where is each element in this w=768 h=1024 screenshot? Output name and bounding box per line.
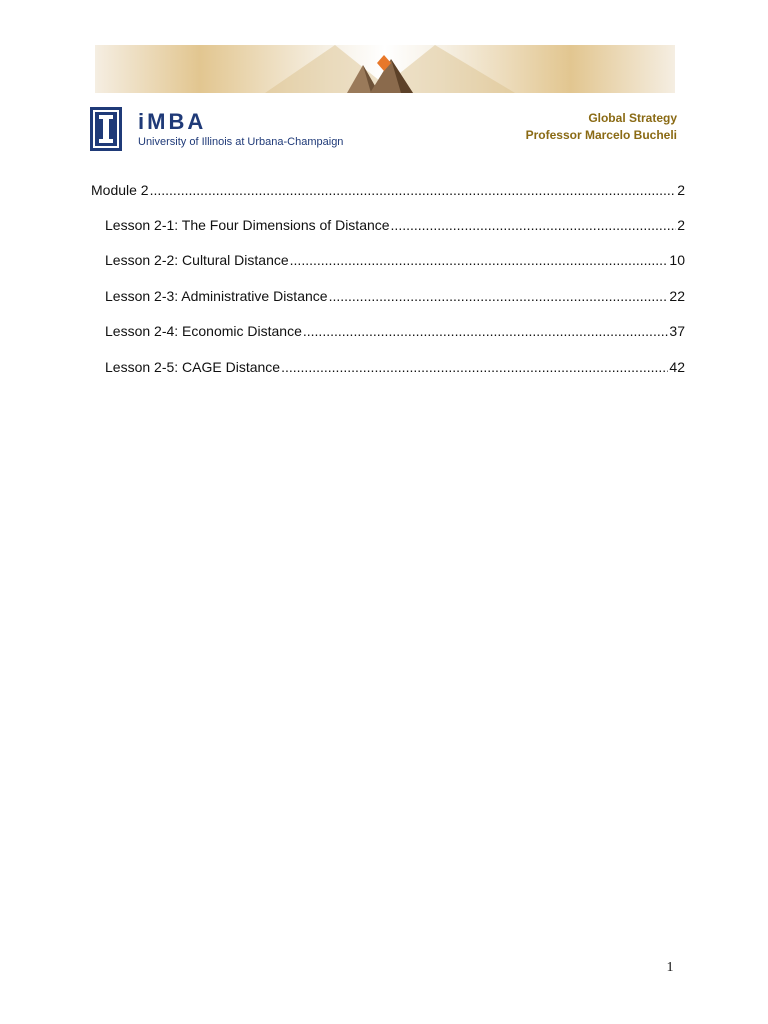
toc-entry-label: Lesson 2-2: Cultural Distance [105, 252, 289, 268]
toc-leader-dots [391, 216, 677, 234]
toc-entry-label: Lesson 2-5: CAGE Distance [105, 359, 281, 375]
toc-entry-label: Lesson 2-1: The Four Dimensions of Distance [105, 217, 390, 233]
toc-entry-page: 10 [669, 252, 685, 268]
toc-entry-page: 2 [677, 182, 685, 198]
logo-title: iMBA [138, 109, 207, 134]
toc-entry-module-2[interactable] [91, 181, 685, 199]
toc-entry-page: 42 [669, 359, 685, 375]
illinois-i-icon [90, 107, 122, 151]
toc-entry-lesson-2-1[interactable] [105, 216, 685, 234]
toc-leader-dots [303, 322, 669, 340]
toc-entry-lesson-2-4[interactable] [105, 322, 685, 340]
toc-entry-page: 37 [669, 323, 685, 339]
toc-leader-dots [329, 287, 669, 305]
toc-entry-label: Lesson 2-3: Administrative Distance [105, 288, 328, 304]
imba-logo [90, 107, 344, 153]
toc-leader-dots [281, 358, 668, 376]
course-title: Global Strategy [588, 111, 677, 125]
toc-entry-page: 2 [677, 217, 685, 233]
toc-entry-lesson-2-5[interactable] [105, 358, 685, 376]
toc-entry-label: Lesson 2-4: Economic Distance [105, 323, 302, 339]
header-banner [95, 45, 675, 93]
pyramid-graphic [95, 45, 675, 93]
toc-entry-lesson-2-2[interactable] [105, 251, 685, 269]
toc-leader-dots [290, 251, 669, 269]
page-number: 1 [666, 960, 674, 975]
toc-entry-page: 22 [669, 288, 685, 304]
toc-entry-label: Module 2 [91, 182, 149, 198]
logo-subtitle: University of Illinois at Urbana-Champaign [138, 136, 344, 148]
professor-name: Professor Marcelo Bucheli [525, 128, 677, 142]
course-info [526, 110, 677, 144]
toc-entry-lesson-2-3[interactable] [105, 287, 685, 305]
toc-leader-dots [150, 181, 677, 199]
